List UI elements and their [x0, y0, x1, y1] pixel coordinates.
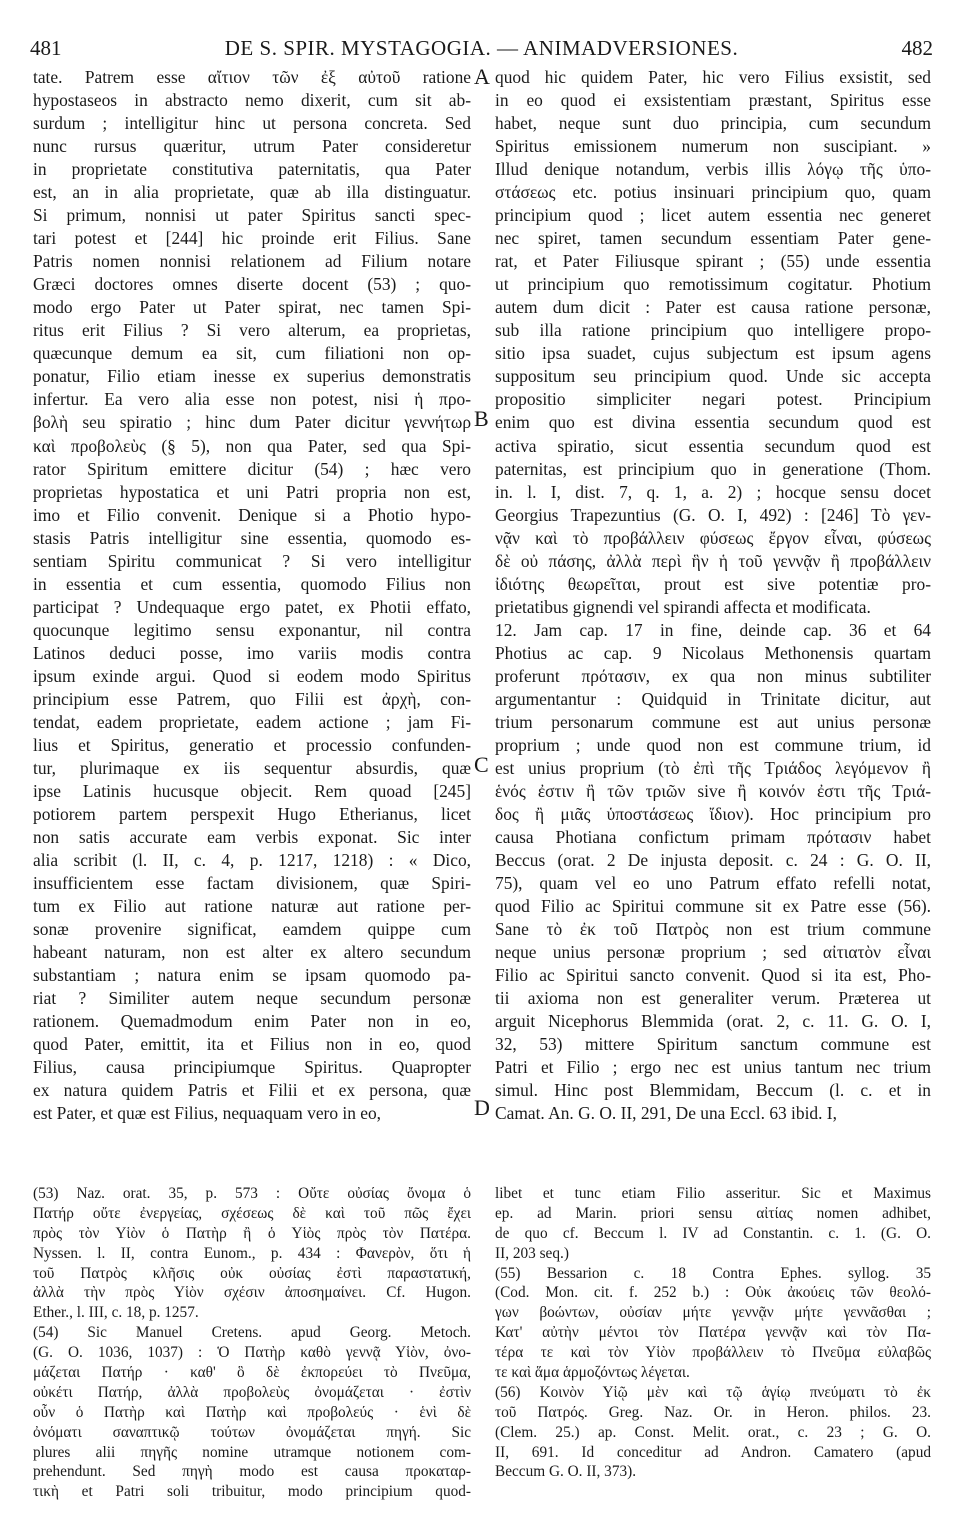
main-text-right-column [495, 66, 931, 1125]
text-line: est Pater, et quæ est Filius, nequaquam vero in eo, [33, 1103, 382, 1124]
text-line: tendat, eadem proprietate, eadem actione ; jam Fi- [33, 711, 471, 732]
text-line: trium personarum commune est aut unius personæ [495, 711, 931, 732]
text-line: Filio ac Spiritui sancto convenit. Quod si ita est, Pho- [495, 965, 931, 986]
text-line: οὖν ὁ Πατὴρ καὶ Πατὴρ καὶ προβολεύς · ἑνὶ δὲ [33, 1403, 471, 1421]
text-line: Camat. An. G. O. II, 291, De una Eccl. 63 ibid. I, [495, 1103, 837, 1124]
text-line: ipse Latinis hucusque objecit. Rem quoad [245] [33, 780, 471, 801]
text-line: Sane τὸ ἐκ τοῦ Πατρὸς non est trium commune [495, 919, 931, 940]
text-line: (55) Bessarion c. 18 Contra Ephes. syllog. 35 [495, 1264, 931, 1282]
text-line: modo ergo Pater ut Pater spirat, nec tamen Spi- [33, 297, 471, 318]
text-line: sonæ provenire significat, eamdem quippe cum [33, 919, 471, 940]
text-line: Græci doctores omnes diserte docent (53) ; quo- [33, 274, 471, 295]
text-line: οὐκέτι Πατήρ, ἀλλὰ προβολεὺς ὀνομάζεται · ἐστὶν [33, 1383, 471, 1401]
text-line: stasis Patris intelligitur sine essentia, quomodo es- [33, 527, 471, 548]
text-line: ep. ad Marin. priori sensu αἰτίας nomen adhibet, [495, 1204, 931, 1222]
text-line: paternitas, est principium quo in generatione (Thom. [495, 458, 931, 479]
text-line: δὲ οὐ πάσης, ἀλλὰ περὶ ἣν ἡ τοῦ γεννᾷν ἢ προβάλλειν [495, 550, 931, 571]
text-line: nec spiret, tamen secundum essentiam Pater gene- [495, 228, 931, 249]
text-line: est, an in alia proprietate, quæ ab illa distinguatur. [33, 182, 471, 203]
text-line: suppositum seu principium quod. Unde sic accepta [495, 366, 931, 387]
text-line: insufficientem esse factam divisionem, quæ Spiri- [33, 873, 471, 894]
text-line: Nyssen. l. II, contra Eunom., p. 434 : Φανερὸν, ὅτι ἡ [33, 1244, 471, 1262]
page-number-left: 481 [30, 36, 62, 60]
margin-letter-c: C [474, 752, 489, 777]
text-line: τέρα τε καὶ τὸν Υἱὸν προβάλλειν τὸ Πνεῦμα εὐλαβῶς [495, 1344, 931, 1362]
text-line: rator Spiritum emittere dicitur (54) ; hæc vero [33, 458, 471, 479]
text-line: γων βοώντων, οὐσίαν μήτε γεννᾷν μήτε γεννᾶσθαι ; [495, 1304, 931, 1322]
text-line: ὀνόματι σαναπτικῷ τούτων ὀνομάζεται πηγή. Sic [33, 1423, 471, 1441]
text-line: est unius proprium (τὸ ἐπὶ τῆς Τριάδος λεγόμενον ἢ [495, 757, 931, 778]
text-line: II, 691. Id conceditur ad Andron. Camatero (apud [495, 1443, 931, 1461]
text-line: nunc rursus quæritur, utrum Pater consideretur [33, 136, 471, 157]
text-line: (56) Κοινὸν Υἱῷ μὲν καὶ τῷ ἁγίῳ πνεύματι τὸ ἐκ [495, 1383, 931, 1401]
text-line: δος ἢ μιᾶς ὑποστάσεως ἴδιον). Hoc principium pro [495, 804, 931, 824]
text-line: 32, 53) mittere Spiritum sanctum commune est [495, 1034, 931, 1055]
text-line: alia scribit (l. II, c. 4, p. 1217, 1218) : « Dico, [33, 850, 471, 871]
text-line: στάσεως etc. potius insinuari principium quo, quam [495, 182, 931, 203]
text-line: (54) Sic Manuel Cretens. apud Georg. Metoch. [33, 1324, 471, 1342]
text-line: prietatibus gignendi vel spirandi affecta et modificata. [495, 596, 871, 617]
text-line: Georgius Trapezuntius (G. O. I, 492) : [246] Τὸ γεν- [495, 504, 931, 525]
text-line: principium esse Patrem, quo Filii est ἀρχὴ, con- [33, 688, 471, 709]
text-line: τικὴ et Patri soli tribuitur, modo principium quod- [33, 1483, 471, 1501]
text-line: in proprietate constitutiva paternitatis, qua Pater [33, 159, 471, 180]
text-line: Photius ac cap. 9 Nicolaus Methonensis quartam [495, 642, 931, 663]
text-line: ritus erit Filius ? Si vero alterum, ea proprietas, [33, 320, 471, 341]
text-line: plures alii πηγῆς nomine utramque notionem com- [33, 1443, 471, 1461]
text-line: ἀλλὰ τὴν πρὸς Υἱὸν σχέσιν ἀποσημαίνει. Cf. Hugon. [33, 1284, 471, 1302]
text-line: Πατήρ οὔτε ἐνεργείας, σχέσεως δὲ καὶ τοῦ πῶς ἔχει [33, 1204, 471, 1222]
text-line: proprietas hypostatica et uni Patri propria non est, [33, 481, 471, 502]
running-header [30, 32, 933, 62]
margin-letter-a: A [474, 64, 490, 89]
text-line: Si primum, nonnisi ut pater Spiritus sancti spec- [33, 205, 471, 226]
text-line: βολὴ seu spiratio ; hinc dum Pater dicitur γεννήτωρ [33, 412, 471, 433]
text-line: enim quo est divina essentia secundum quod est [495, 412, 931, 433]
text-line: neque unius personæ proprium ; sed αἰτιατὸν εἶναι [495, 942, 931, 963]
text-line: rat, et Pater Filiusque spirant ; (55) unde essentia [495, 251, 931, 272]
text-line: Ether., l. III, c. 18, p. 1257. [33, 1304, 199, 1322]
text-line: infertur. Ea vero alia esse non potest, nisi ἡ προ- [33, 389, 471, 410]
text-line: habet, neque sunt duo principia, cum secundum [495, 113, 931, 134]
text-line: sentiam Spiritu communicat ? Si vero intelligitur [33, 550, 471, 571]
text-line: tate. Patrem esse αἴτιον τῶν ἐξ αὐτοῦ ratione [33, 67, 471, 87]
text-line: argumentantur : Quidquid in Trinitate dicitur, aut [495, 688, 931, 709]
text-line: ex natura quidem Patris et Filii et ex persona, quæ [33, 1080, 471, 1101]
text-line: Illud denique notandum, verbis illis λόγῳ τῆς ὑπο- [495, 159, 931, 180]
text-line: de quo cf. Beccum l. IV ad Constantin. c. 1. (G. O. [495, 1224, 931, 1242]
text-line: tum ex Filio aut ratione naturæ aut ratione per- [33, 896, 471, 917]
text-line: quocunque legitimo sensu exponantur, nil contra [33, 619, 471, 640]
text-line: Patris nomen nonnisi relationem ad Filium notare [33, 251, 471, 272]
text-line: libet et tunc etiam Filio asseritur. Sic et Maximus [495, 1185, 931, 1202]
text-line: in eo quod ei exsistentiam præstant, Spiritus esse [495, 90, 931, 111]
text-line: tii axioma non est generaliter verum. Præterea ut [495, 988, 931, 1009]
text-line: surdum ; intelligitur hinc ut persona concreta. Sed [33, 113, 471, 134]
text-line: sub illa ratione principium quo intelligere propo- [495, 320, 931, 341]
text-line: quod hic quidem Pater, hic vero Filius exsistit, sed [495, 67, 931, 87]
text-line: καὶ προβολεὺς (§ 5), non qua Pater, sed qua Spi- [33, 435, 471, 456]
text-line: τε καὶ ἅμα ἁρμοζόντως λέγεται. [495, 1364, 690, 1382]
running-title: DE S. SPIR. MYSTAGOGIA. — ANIMADVERSIONES. [224, 36, 739, 60]
text-line: hypostaseos in abstracto nemo dixerit, cum sit ab- [33, 90, 471, 111]
text-line: quæcunque demum ea sit, cum filiationi non op- [33, 343, 471, 364]
text-line: 12. Jam cap. 17 in fine, deinde cap. 36 et 64 [495, 619, 931, 640]
text-line: ut principium quo remotissimum cogitatur. Photium [495, 274, 931, 295]
footnotes-left-column [33, 1184, 471, 1502]
text-line: νᾷν καὶ τὸ προβάλλειν φύσεως ἔργον εἶναι, φύσεως [495, 527, 931, 548]
margin-letter-b: B [474, 406, 489, 431]
text-line: sitio ipsa suadet, cujus subjectum est ipsum agens [495, 343, 931, 364]
text-line: Filius, causa principiumque Spiritus. Quapropter [33, 1057, 471, 1078]
page-number-right: 482 [901, 36, 933, 60]
text-line: (53) Naz. orat. 35, p. 573 : Οὔτε οὐσίας ὄνομα ὁ [33, 1185, 471, 1202]
text-line: autem dum dicit : Pater est causa ratione personæ, [495, 297, 931, 318]
text-line: rationem. Quemadmodum enim Pater non in eo, [33, 1011, 471, 1032]
text-line: causa Photiana confictum primam πρότασιν habet [495, 827, 931, 848]
text-line: ponatur, Filio etiam inesse ex superius demonstratis [33, 366, 471, 387]
text-line: πρὸς τὸν Υἱὸν ὁ Πατὴρ ἢ ὁ Υἱὸς πρὸς τὸν Πατέρα. [33, 1224, 471, 1242]
text-line: riat ? Similiter autem neque secundum personæ [33, 988, 471, 1009]
text-line: ἰδιότης θεωρεῖται, prout est sive potentiæ pro- [495, 573, 931, 594]
text-line: quod Pater, emittit, ita et Filius non in eo, quod [33, 1034, 471, 1055]
text-line: participat ? Undequaque ergo patet, ex Photii effato, [33, 596, 471, 617]
text-line: Spiritus emissionem numerum non suscipiant. » [495, 136, 931, 157]
text-line: substantiam ; natura enim se ipsam quomodo pa- [33, 965, 471, 986]
text-line: non satis accurate eam verbis exponat. Sic inter [33, 827, 471, 848]
text-line: (Clem. 25.) ap. Const. Melit. orat., c. 23 ; G. O. [495, 1423, 931, 1441]
text-line: proferunt πρότασιν, ex qua non minus subtiliter [495, 665, 931, 686]
text-line: μάζεται Πατήρ · καθ' ὃ δὲ ἐκπορεύει τὸ Πνεῦμα, [33, 1364, 471, 1382]
text-line: principium quod ; licet autem essentia nec generet [495, 205, 931, 226]
text-line: Κατ' αὐτὴν μέντοι τὸν Πατέρα γεννᾷν καὶ τὸν Πα- [495, 1324, 931, 1342]
text-line: Patri et Filio ; ergo nec est unius tantum nec trium [495, 1057, 931, 1078]
text-line: τοῦ Πατρός. Greg. Naz. Or. in Heron. philos. 23. [495, 1403, 931, 1421]
text-line: tur, plurimaque ex iis sequentur absurdis, quæ [33, 757, 471, 778]
text-line: activa spiratio, sicut essentia secundum quod est [495, 435, 931, 456]
text-line: prehendunt. Sed πηγὴ modo est causa προκαταρ- [33, 1463, 471, 1481]
text-line: Latinos deduci posse, imo variis modis contra [33, 642, 471, 663]
text-line: quod Filio ac Spiritui commune sit ex Patre esse (56). [495, 896, 931, 917]
text-line: (Cod. Mon. cit. f. 252 b.) : Οὐκ ἀκούεις τῶν θεολό- [495, 1284, 931, 1302]
text-line: simul. Hinc post Blemmidam, Beccum (l. c. et in [495, 1080, 931, 1101]
text-line: lius et Spiritus, generatio et processio confunden- [33, 734, 471, 755]
footnotes-right-column [495, 1184, 931, 1482]
text-line: potiorem partem perspexit Hugo Etherianus, licet [33, 804, 471, 824]
margin-letter-d: D [474, 1095, 490, 1120]
text-line: in essentia et cum essentia, quomodo Filius non [33, 573, 471, 594]
text-line: propositio simpliciter negari potest. Principium [495, 389, 931, 410]
text-line: arguit Nicephorus Blemmida (orat. 2, c. 11. G. O. I, [495, 1011, 931, 1032]
text-line: ipsum exinde argui. Quod si eodem modo Spiritus [33, 665, 471, 686]
text-line: 75), quam vel eo uno Patrum effato refelli notat, [495, 873, 931, 894]
text-line: habeant naturam, non est alter ex altero secundum [33, 942, 471, 963]
text-line: (G. O. 1036, 1037) : Ὁ Πατὴρ καθὸ γεννᾷ Υἱὸν, ὀνο- [33, 1344, 471, 1362]
text-line: Beccus (orat. 2 De injusta deposit. c. 24 : G. O. II, [495, 850, 931, 871]
text-line: II, 203 seq.) [495, 1244, 569, 1262]
text-line: ἑνός ἐστιν ἢ τῶν τριῶν sive ἢ κοινόν ἐστι τῆς Τριά- [495, 780, 931, 801]
text-line: Beccum G. O. II, 373). [495, 1463, 637, 1481]
text-line: imo et Filio convenit. Denique si a Photio hypo- [33, 504, 471, 525]
text-line: in. l. I, dist. 7, q. 1, a. 2) ; hocque sensu docet [495, 481, 931, 502]
text-line: tari potest et [244] hic proinde erit Filius. Sane [33, 228, 471, 249]
main-text-left-column [33, 66, 471, 1125]
text-line: τοῦ Πατρὸς κλῆσις οὐκ οὐσίας ἐστὶ παραστατική, [33, 1264, 471, 1282]
text-line: proprium ; unde quod non est commune trium, id [495, 734, 931, 755]
